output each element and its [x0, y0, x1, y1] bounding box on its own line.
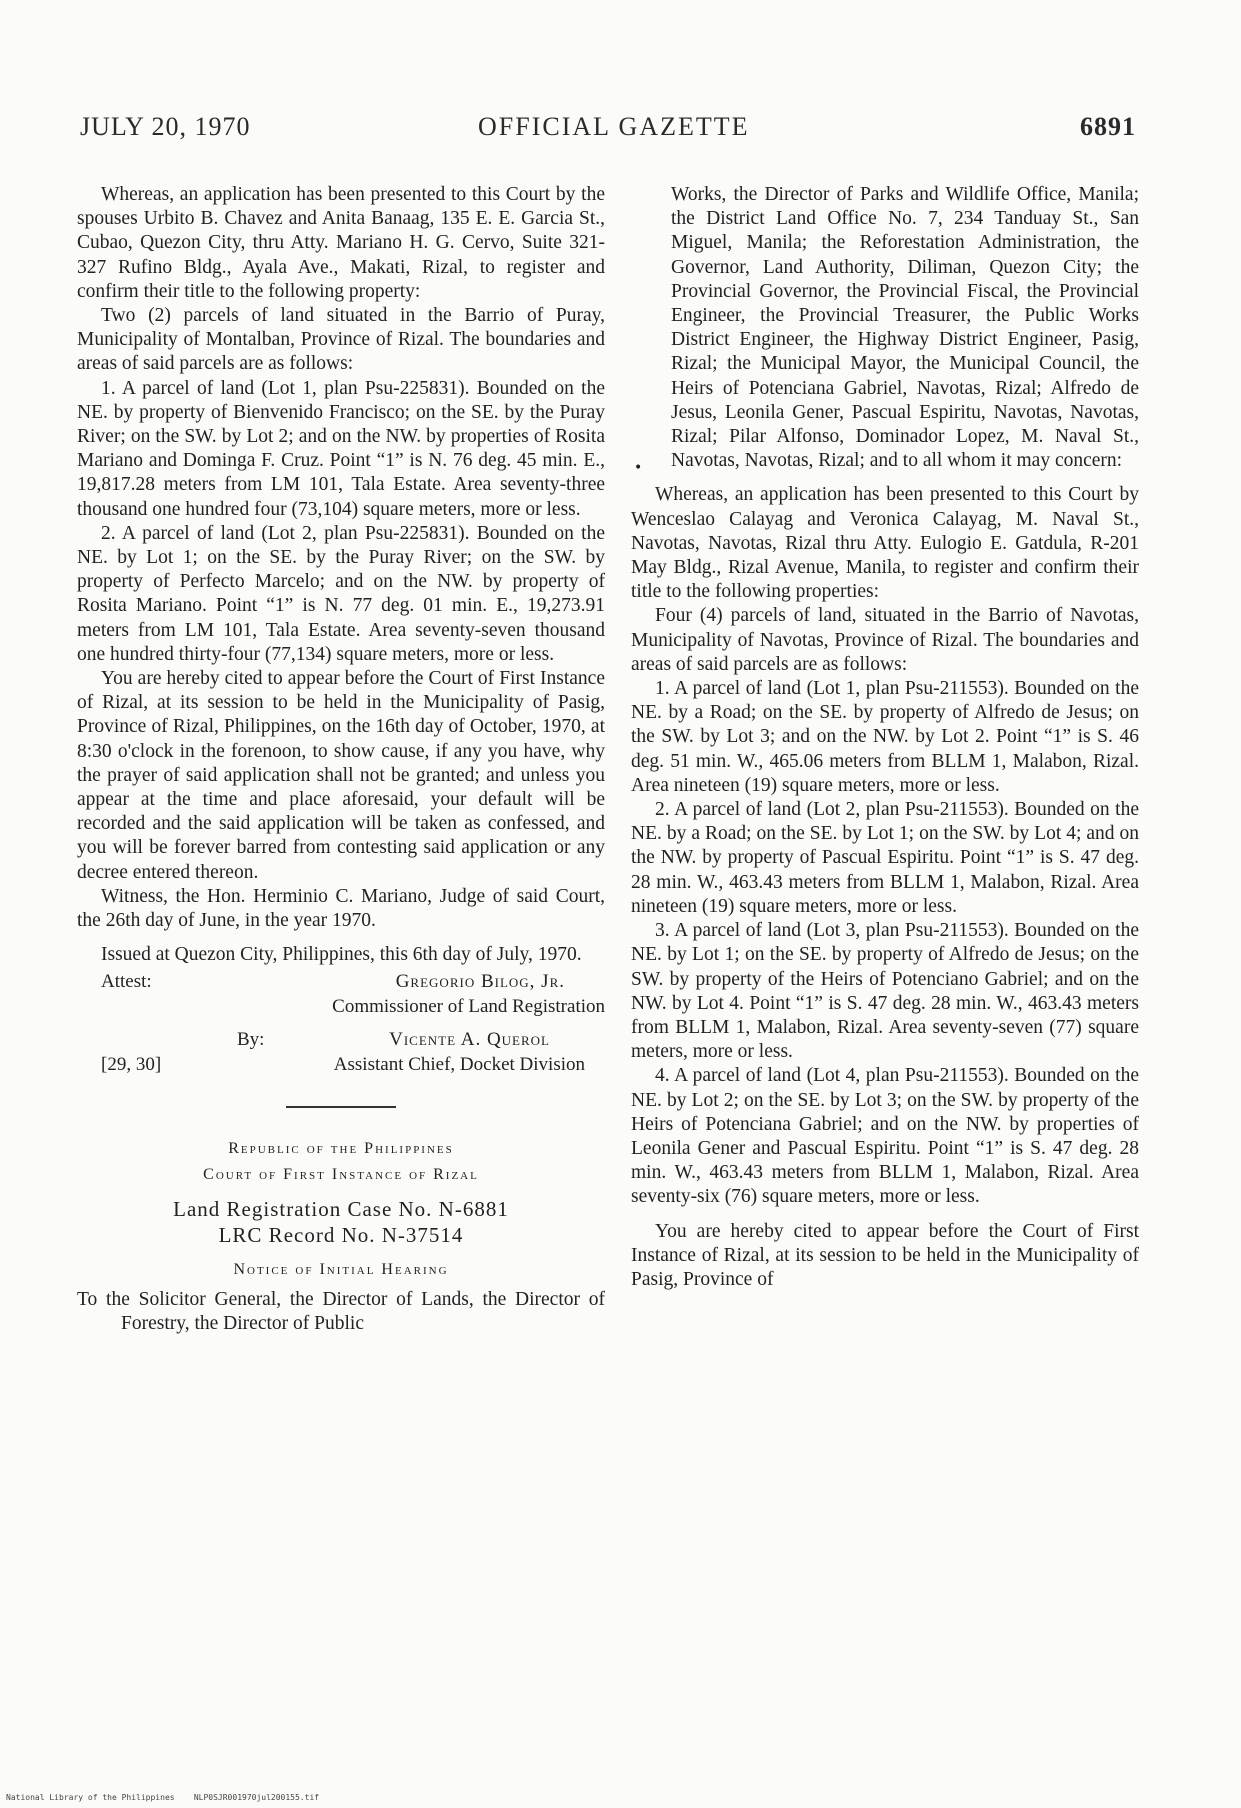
paragraph: 2. A parcel of land (Lot 2, plan Psu-211553). Bounded on the NE. by a Road; on the SE. by Lot 1; on the SW. by Lot 4; and on the NW. by property of Pascual Espiritu. Point “1” is S. 47 deg. 28 min. W., 463.43 meters from BLLM 1, Malabon, Rizal. Area nineteen (19) square meters, more or less.: [631, 799, 1139, 917]
addressee-text: To the Solicitor General, the Director of Lands, the Director of Forestry, the Director of Public: [77, 1288, 605, 1334]
scan-footer: [6, 1793, 319, 1802]
right-column: [631, 183, 1139, 1292]
paragraph: You are hereby cited to appear before the Court of First Instance of Rizal, at its session to be held in the Municipality of Pasig, Province of Rizal, Philippines, on the 16th day of October, 1970, at 8:30 o'clock in the forenoon, to show cause, if any you have, why the prayer of said application shall not be granted; and unless you appear at the time and place aforesaid, your default will be recorded and the said application will be taken as confessed, and you will be forever barred from contesting said application or any decree entered thereon.: [77, 668, 605, 883]
section-divider: [286, 1106, 396, 1108]
issue-date: JULY 20, 1970: [80, 112, 251, 141]
left-column: [77, 183, 605, 1336]
footer-file: NLP0SJR001970jul200155.tif: [193, 1793, 320, 1802]
paragraph: Witness, the Hon. Herminio C. Mariano, Judge of said Court, the 26th day of June, in the year 1970.: [77, 885, 605, 932]
page-header: [80, 112, 1136, 152]
court-heading: Court of First Instance of Rizal: [203, 1165, 479, 1183]
publication-title: OFFICIAL GAZETTE: [478, 112, 750, 141]
signatory-title: Assistant Chief, Docket Division: [333, 1053, 585, 1075]
paragraph: 3. A parcel of land (Lot 3, plan Psu-211553). Bounded on the NE. by Lot 1; on the SE. by property of Alfredo de Jesus; on the SW. by property of the Heirs of Potenciano Gabriel; and on the NW. by Lot 4. Point “1” is S. 47 deg. 28 min. W., 463.43 meters from BLLM 1, Malabon, Rizal. Area seventy-seven (77) square meters, more or less.: [631, 920, 1139, 1063]
paragraph: You are hereby cited to appear before the Court of First Instance of Rizal, at its session to be held in the Municipality of Pasig, Province of: [631, 1220, 1139, 1290]
by-label: By:: [237, 1028, 265, 1050]
attest-label: Attest:: [101, 970, 152, 992]
paragraph: Works, the Director of Parks and Wildlife Office, Manila; the District Land Office No. 7, 234 Tanduay St., San Miguel, Manila; the Reforestation Administration, the Governor, Land Authority, Diliman, Quezon City; the Provincial Governor, the Provincial Fiscal, the Provincial Engineer, the Provincial Treasurer, the Public Works District Engineer, the Highway District Engineer, Pasig, Rizal; the Municipal Mayor, the Municipal Council, the Heirs of Potenciana Gabriel, Navotas, Rizal; Alfredo de Jesus, Leonila Gener, Pascual Espiritu, Navotas, Navotas, Rizal; Pilar Alfonso, Dominador Lopez, M. Naval St., Navotas, Navotas, Rizal; and to all whom it may concern:: [671, 184, 1139, 472]
page-number: 6891: [1080, 112, 1136, 141]
reference-number: [29, 30]: [101, 1053, 162, 1075]
paragraph: Issued at Quezon City, Philippines, this 6th day of July, 1970.: [101, 944, 582, 966]
paragraph: 4. A parcel of land (Lot 4, plan Psu-211553). Bounded on the NE. by Lot 2; on the SE. by Lot 3; on the SW. by property of the Heirs of Potenciana Gabriel; and on the NW. by properties of Leonila Gener and Pascual Espiritu. Point “1” is S. 47 deg. 28 min. W., 463.43 meters from BLLM 1, Malabon, Rizal. Area seventy-six (76) square meters, more or less.: [631, 1065, 1139, 1208]
signatory-title: Commissioner of Land Registration: [332, 995, 605, 1017]
footer-source: National Library of the Philippines: [6, 1793, 175, 1802]
paragraph: Four (4) parcels of land, situated in the Barrio of Navotas, Municipality of Navotas, Province of Rizal. The boundaries and areas of said parcels are as follows:: [631, 605, 1139, 675]
paragraph: 1. A parcel of land (Lot 1, plan Psu-211553). Bounded on the NE. by a Road; on the SE. by property of Alfredo de Jesus; on the SW. by Lot 3; and on the NW. by Lot 2. Point “1” is S. 46 deg. 51 min. W., 465.06 meters from BLLM 1, Malabon, Rizal. Area nineteen (19) square meters, more or less.: [631, 678, 1139, 796]
signature-block: [77, 970, 605, 1078]
paragraph: 1. A parcel of land (Lot 1, plan Psu-225831). Bounded on the NE. by property of Bienvenido Francisco; on the SE. by the Puray River; on the SW. by Lot 2; and on the NW. by properties of Rosita Mariano and Dominga F. Cruz. Point “1” is N. 76 deg. 45 min. E., 19,817.28 meters from LM 101, Tala Estate. Area seventy-three thousand one hundred four (73,104) square meters, more or less.: [77, 377, 605, 520]
record-number: LRC Record No. N-37514: [218, 1222, 464, 1247]
paragraph: Whereas, an application has been presented to this Court by the spouses Urbito B. Chavez and Anita Banaag, 135 E. E. Garcia St., Cubao, Quezon City, thru Atty. Mariano H. G. Cervo, Suite 321-327 Rufino Bldg., Ayala Ave., Makati, Rizal, to register and confirm their title to the following property:: [77, 184, 605, 302]
margin-dot: •: [634, 460, 643, 476]
signatory-name: Gregorio Bilog, Jr.: [395, 970, 565, 992]
notice-heading: Notice of Initial Hearing: [233, 1260, 449, 1278]
addressee-paragraph: [77, 1288, 605, 1336]
signatory-name: Vicente A. Querol: [389, 1028, 550, 1050]
case-number: Land Registration Case No. N-6881: [173, 1196, 509, 1221]
republic-heading: Republic of the Philippines: [228, 1139, 454, 1157]
paragraph: Two (2) parcels of land situated in the Barrio of Puray, Municipality of Montalban, Province of Rizal. The boundaries and areas of said parcels are as follows:: [77, 305, 605, 375]
paragraph: Whereas, an application has been presented to this Court by Wenceslao Calayag and Veronica Calayag, M. Naval St., Navotas, Navotas, Rizal thru Atty. Eulogio E. Gatdula, R-201 May Bldg., Rizal Avenue, Manila, to register and confirm their title to the following properties:: [631, 484, 1139, 603]
paragraph: 2. A parcel of land (Lot 2, plan Psu-225831). Bounded on the NE. by Lot 1; on the SE. by the Puray River; on the SW. by property of Perfecto Marcelo; and on the NW. by property of Rosita Mariano. Point “1” is N. 77 deg. 01 min. E., 19,273.91 meters from LM 101, Tala Estate. Area seventy-seven thousand one hundred thirty-four (77,134) square meters, more or less.: [77, 522, 605, 665]
